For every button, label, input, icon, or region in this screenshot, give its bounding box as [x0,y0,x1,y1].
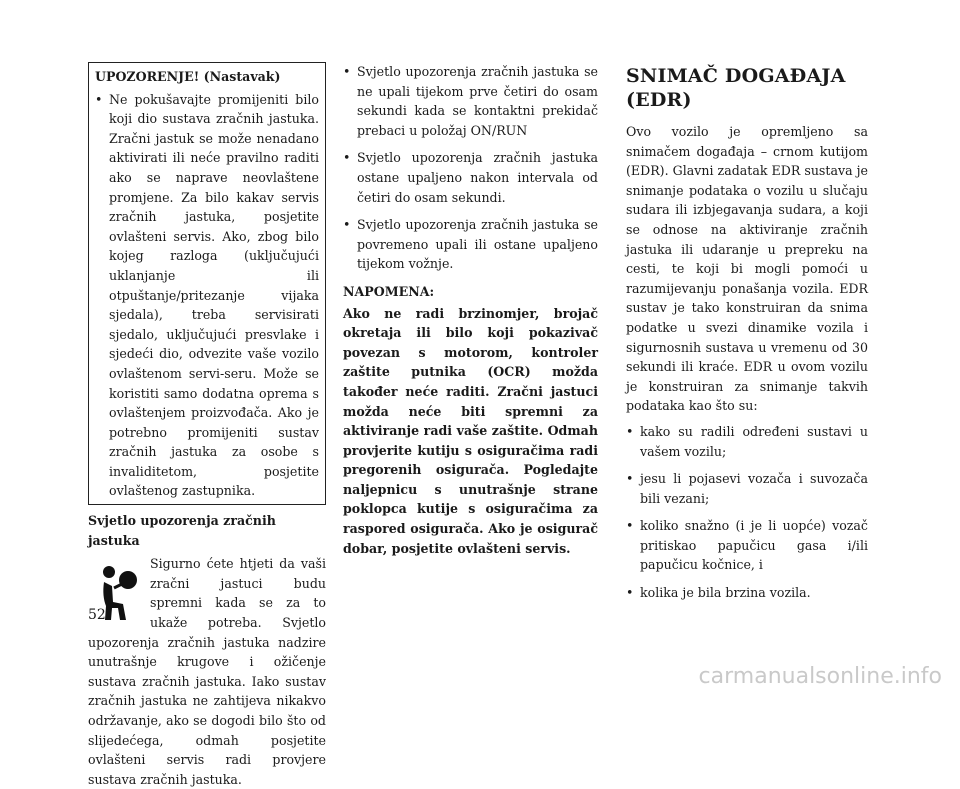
list-item: • kako su radili određeni sustavi u vašem vozilu; [626,422,868,461]
column-middle [343,62,598,558]
watermark: carmanualsonline.info [698,664,942,689]
page-number: 52 [88,607,106,623]
airbag-light-heading: Svjetlo upozorenja zračnih jastuka [88,513,276,548]
list-item: • kolika je bila brzina vozila. [626,583,868,603]
airbag-light-conditions [343,62,598,274]
airbag-light-text: Sigurno ćete htjeti da vaši zračni jastuci budu spremni kada se za to ukaže potreba. Svjetlo upozorenja zračnih jastuka nadzire unutrašnje krugove i ožičenje sustava zračnih jastuka. Iako sustav zračnih jastuka ne zahtijeva nikakvo održavanje, ako se dogodi bilo što od slijedećega, odmah posjetite ovlašteni servis radi provjere sustava zračnih jastuka. [88,556,326,787]
list-item: • Svjetlo upozorenja zračnih jastuka se povremeno upali ili ostane upaljeno tijekom vožnje. [343,215,598,274]
column-left [88,62,326,789]
airbag-light-section [88,554,326,789]
note-title: NAPOMENA: [343,283,435,299]
edr-section-title: SNIMAČ DOGAĐAJA (EDR) [626,65,846,111]
edr-list [626,422,868,603]
list-item: • jesu li pojasevi vozača i suvozača bili vezani; [626,469,868,508]
list-item: • koliko snažno (i je li uopće) vozač pritiskao papučicu gasa i/ili papučicu kočnice, i [626,516,868,575]
list-item: • Svjetlo upozorenja zračnih jastuka se ne upali tijekom prve četiri do osam sekundi kada se kontaktni prekidač prebaci u položaj ON/RUN [343,62,598,140]
warning-list [95,90,319,501]
column-right [626,62,868,611]
list-item: • Svjetlo upozorenja zračnih jastuka ostane upaljeno nakon intervala od četiri do osam sekundi. [343,148,598,207]
warning-box [88,62,326,505]
warning-title: UPOZORENJE! (Nastavak) [95,69,281,84]
warning-bullet: • Ne pokušavajte promijeniti bilo koji dio sustava zračnih jastuka. Zračni jastuk se može nenadano aktivirati ili neće pravilno raditi ako se naprave neovlaštene promjene. Za bilo kakav servis zračnih jastuka, posjetite ovlašteni servis. Ako, zbog bilo kojeg razloga (uključujući uklanjanje ili otpuštanje/pritezanje vijaka sjedala), treba servisirati sjedalo, uključujući presvlake i sjedeći dio, odvezite vaše vozilo ovlaštenom servi-seru. Može se koristiti samo dodatna oprema s ovlaštenjem proizvođača. Ako je potrebno promijeniti sustav zračnih jastuka za osobe s invaliditetom, posjetite ovlaštenog zastupnika. [95,90,319,501]
edr-paragraph: Ovo vozilo je opremljeno sa snimačem događaja – crnom kutijom (EDR). Glavni zadatak EDR sustava je snimanje podataka o vozilu u slučaju sudara ili izbjegavanja sudara, a koji se odnose na aktiviranje zračnih jastuka ili udaranje u prepreku na cesti, te koji bi mogli pomoći u razumijevanju ponašanja vozila. EDR sustav je tako konstruiran da snima podatke u svezi dinamike vozila i sigurnosnih sustava u vremenu od 30 sekundi ili kraće. EDR u ovom vozilu je konstruiran za snimanje takvih podataka kao što su: [626,124,868,414]
note-body: Ako ne radi brzinomjer, brojač okretaja ili bilo koji pokazivač povezan s motorom, kontroler zaštite putnika (OCR) možda također neće raditi. Zračni jastuci možda neće biti spremni za aktiviranje radi vaše zaštite. Odmah provjerite kutiju s osiguračima radi pregorenih osigurača. Pogledajte naljepnicu s unutrašnje strane poklopca kutije s osiguračima za raspored osigurača. Ako je osigurač dobar, posjetite ovlašteni servis. [343,305,598,556]
